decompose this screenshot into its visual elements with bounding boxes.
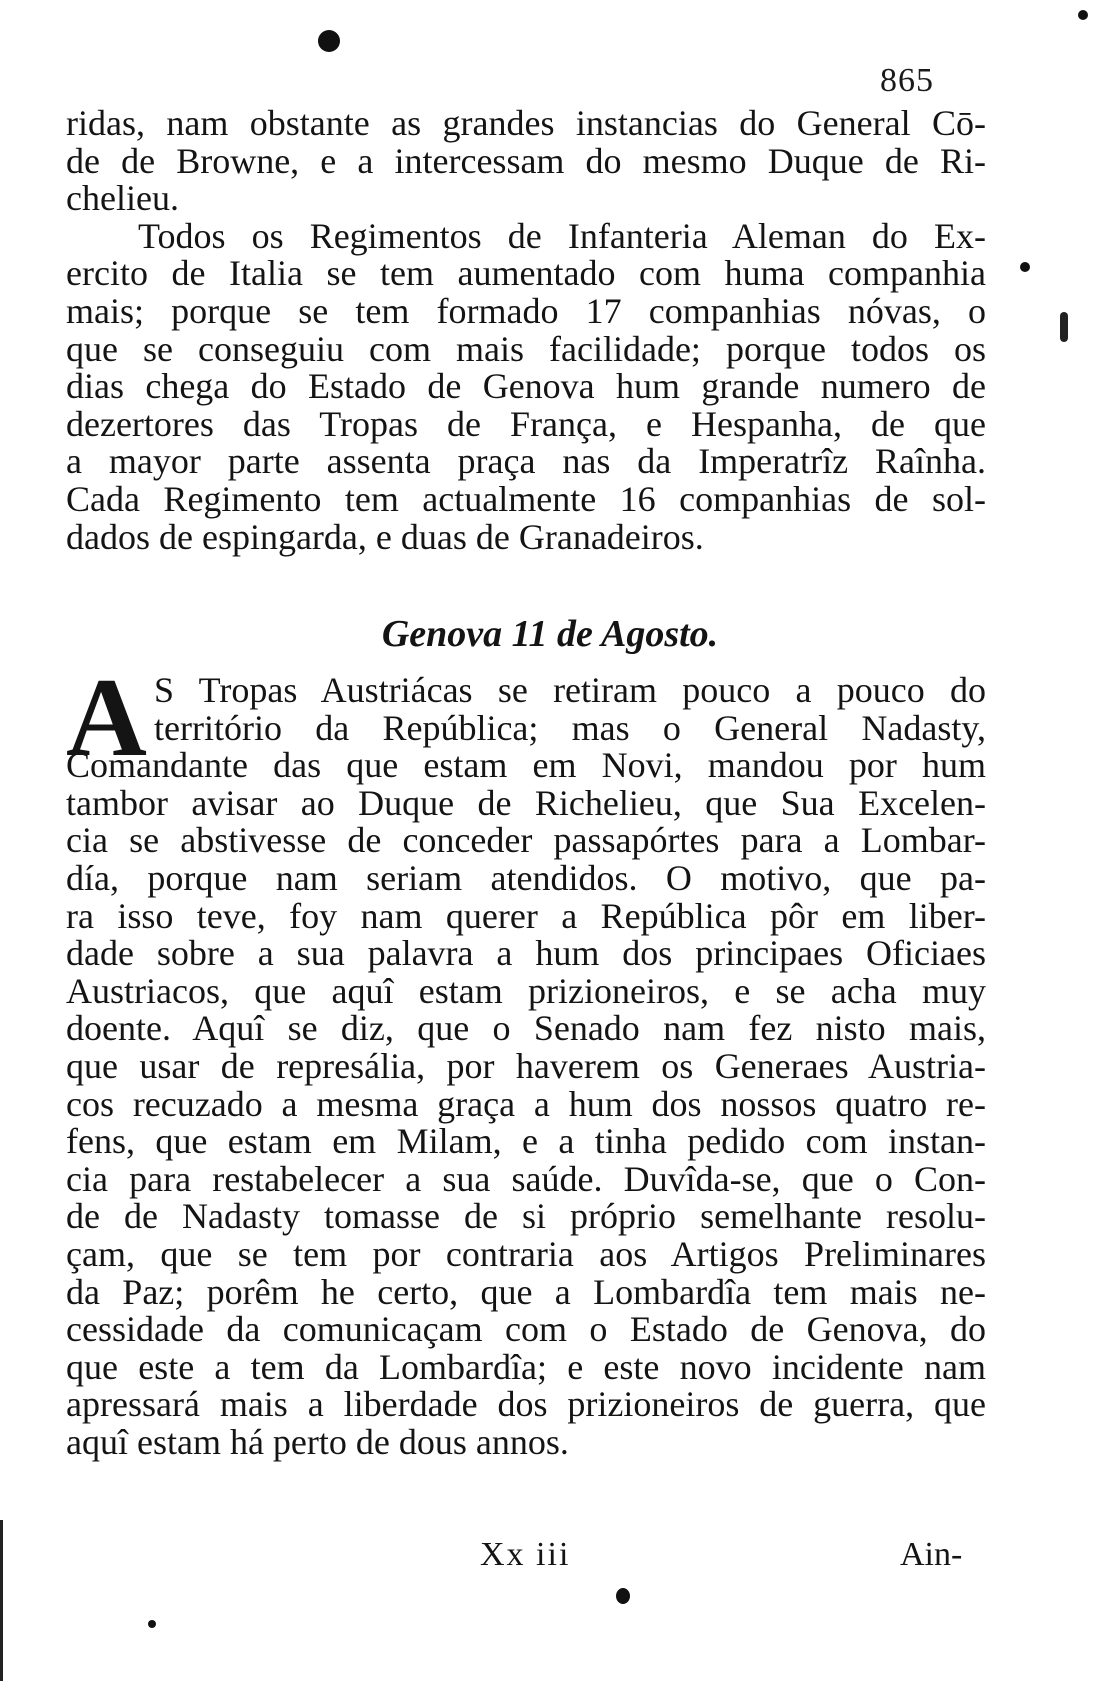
text-line: cos recuzado a mesma graça a hum dos nossos quatro re- <box>66 1083 986 1124</box>
top-text-block <box>66 105 986 556</box>
ink-speck <box>318 30 340 52</box>
catchword: Ain- <box>900 1536 963 1573</box>
ink-speck <box>1020 262 1030 272</box>
text-line: cessidade da comunicaçam com o Estado de Genova, do <box>66 1309 986 1350</box>
text-line: ra isso teve, foy nam querer a República pôr em liber- <box>66 895 986 936</box>
text-line: día, porque nam seriam atendidos. O motivo, que pa- <box>66 857 986 898</box>
article-text-block <box>66 656 986 1462</box>
page-footer <box>0 1536 1100 1576</box>
signature-mark: Xx iii <box>480 1536 571 1573</box>
text-line: ridas, nam obstante as grandes instancias do General Cō- <box>66 103 986 143</box>
text-line: Cada Regimento tem actualmente 16 companhias de sol- <box>66 478 986 519</box>
text-line: dade sobre a sua palavra a hum dos principaes Oficiaes <box>66 933 986 974</box>
ink-speck <box>1078 10 1088 20</box>
text-line: Austriacos, que aquî estam prizioneiros, e se acha muy <box>66 970 986 1011</box>
text-line: tambor avisar ao Duque de Richelieu, que Sua Excelen- <box>66 782 986 823</box>
text-line: que se conseguiu com mais facilidade; porque todos os <box>66 328 986 369</box>
text-line: de de Nadasty tomasse de si próprio semelhante resolu- <box>66 1196 986 1237</box>
drop-cap: A <box>66 656 147 780</box>
text-line: que usar de represália, por haverem os Generaes Austria- <box>66 1045 986 1086</box>
text-line: a mayor parte assenta praça nas da Imperatrîz Raînha. <box>66 441 986 482</box>
text-line: doente. Aquî se diz, que o Senado nam fez nisto mais, <box>66 1008 986 1049</box>
text-line: Comandante das que estam em Novi, mandou por hum <box>66 745 986 786</box>
text-line: S Tropas Austriácas se retiram pouco a pouco do <box>154 670 986 710</box>
ink-speck <box>616 1588 630 1604</box>
text-line: cia para restabelecer a sua saúde. Duvîda-se, que o Con- <box>66 1158 986 1199</box>
text-line: aquî estam há perto de dous annos. <box>66 1421 569 1462</box>
text-line: cia se abstivesse de conceder passapórtes para a Lombar- <box>66 820 986 861</box>
text-line: fens, que estam em Milam, e a tinha pedido com instan- <box>66 1121 986 1162</box>
text-line: dezertores das Tropas de França, e Hespanha, de que <box>66 403 986 444</box>
dateline-heading: Genova 11 de Agosto. <box>381 613 719 655</box>
ink-mark <box>1060 312 1068 342</box>
text-line: de de Browne, e a intercessam do mesmo Duque de Ri- <box>66 140 986 181</box>
text-line: chelieu. <box>66 178 179 219</box>
ink-speck <box>148 1620 156 1628</box>
text-line: çam, que se tem por contraria aos Artigos Preliminares <box>66 1233 986 1274</box>
page-number: 865 <box>880 62 934 99</box>
text-line: ercito de Italia se tem aumentado com huma companhia <box>66 253 986 294</box>
text-line: apressará mais a liberdade dos prizioneiros de guerra, que <box>66 1384 986 1425</box>
text-line: que este a tem da Lombardîa; e este novo incidente nam <box>66 1346 986 1387</box>
text-line: território da República; mas o General Nadasty, <box>154 707 986 748</box>
text-line: mais; porque se tem formado 17 companhias nóvas, o <box>66 290 986 331</box>
text-line: dias chega do Estado de Genova hum grande numero de <box>66 366 986 407</box>
text-line: da Paz; porêm he certo, que a Lombardîa tem mais ne- <box>66 1271 986 1312</box>
text-line: dados de espingarda, e duas de Granadeiros. <box>66 516 704 557</box>
paragraph-first-line: Todos os Regimentos de Infanteria Aleman do Ex- <box>138 215 986 256</box>
